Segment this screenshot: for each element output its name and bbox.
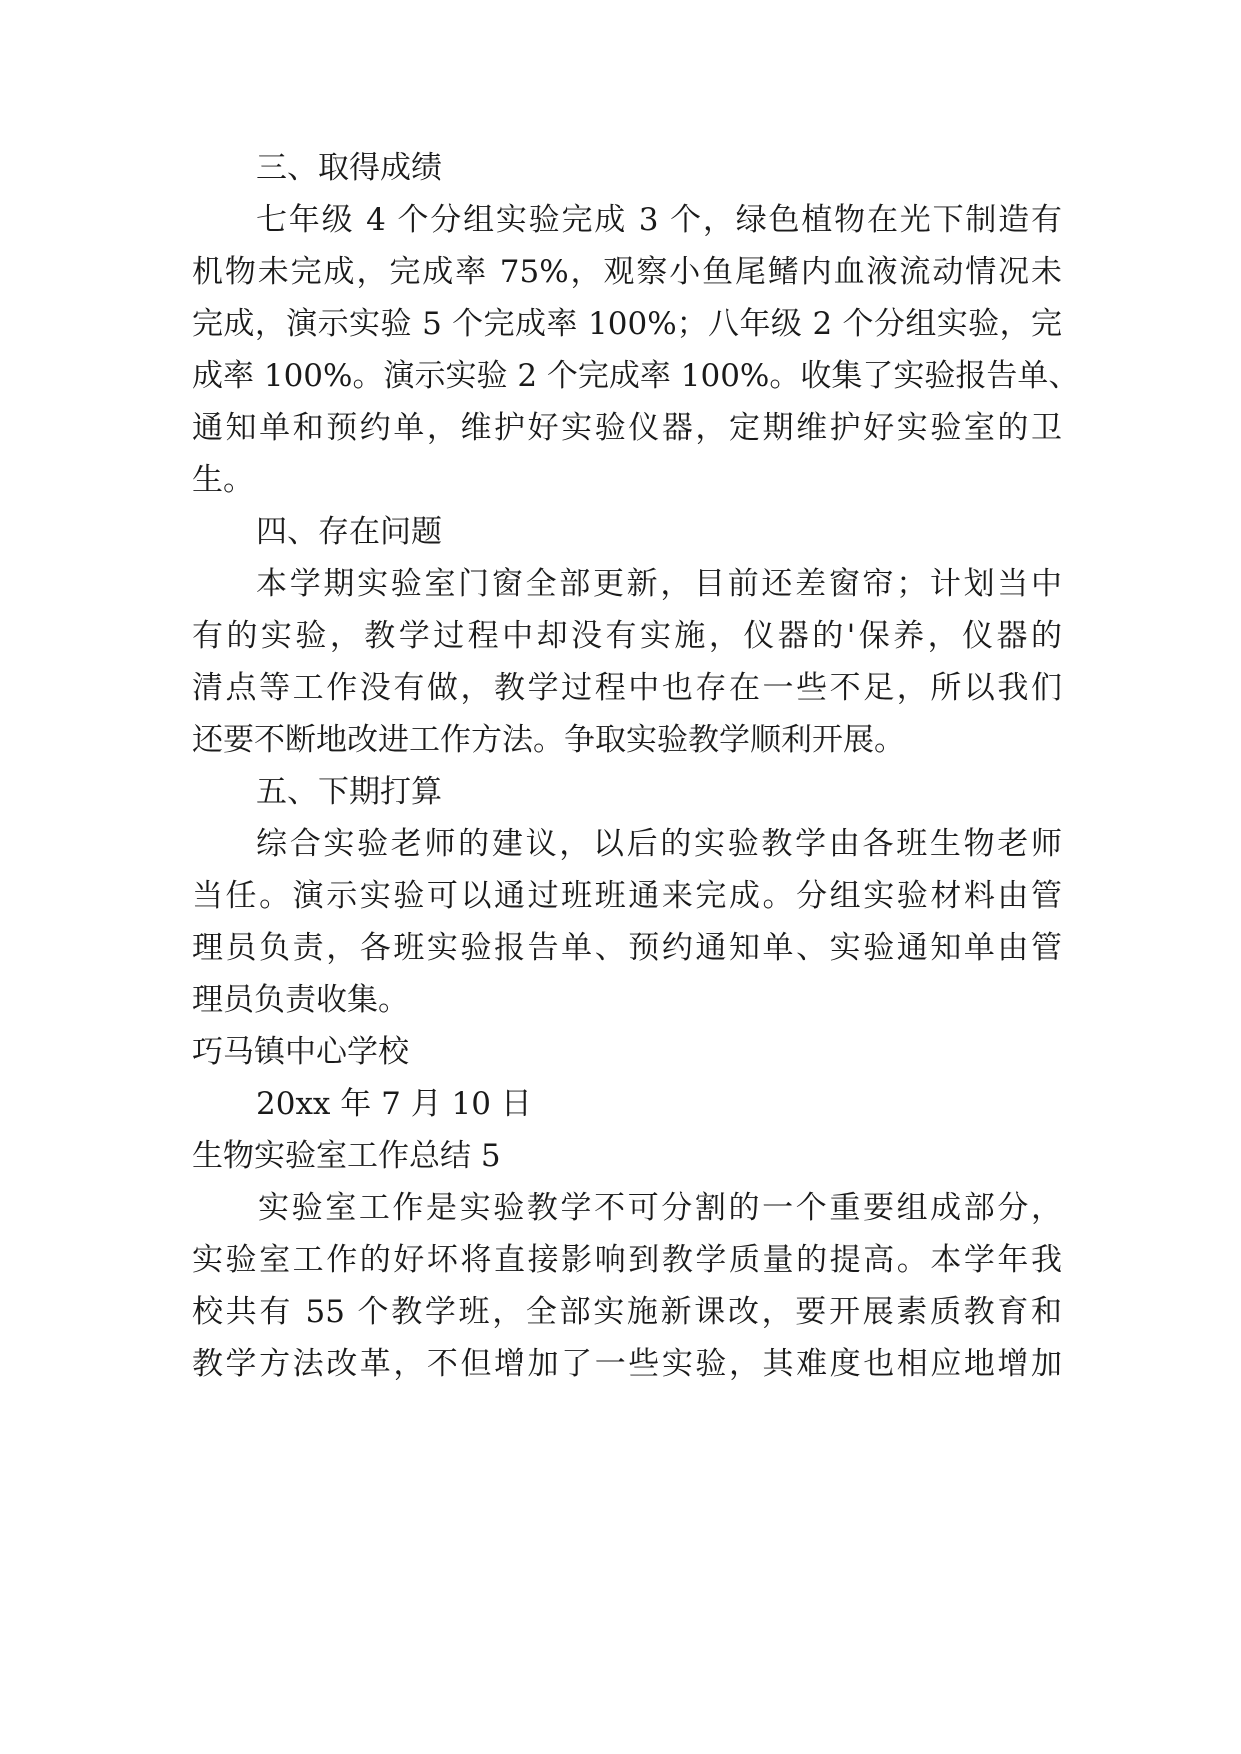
paragraph-line: 还要不断地改进工作方法。争取实验教学顺利开展。 <box>192 722 905 758</box>
section-heading-achievements: 三、取得成绩 <box>256 150 442 186</box>
paragraph-line: 七年级 4 个分组实验完成 3 个，绿色植物在光下制造有 <box>256 202 1062 238</box>
paragraph-line: 有的实验，教学过程中却没有实施，仪器的'保养，仪器的 <box>192 618 1062 654</box>
paragraph-line: 生。 <box>192 462 254 498</box>
paragraph-line: 本学期实验室门窗全部更新，目前还差窗帘；计划当中 <box>256 566 1062 602</box>
paragraph-line: 理员负责，各班实验报告单、预约通知单、实验通知单由管 <box>192 930 1062 966</box>
paragraph-line: 实验室工作的好坏将直接影响到教学质量的提高。本学年我 <box>192 1242 1062 1278</box>
section-heading-plans: 五、下期打算 <box>256 774 442 810</box>
paragraph-line: 机物未完成，完成率 75%，观察小鱼尾鳍内血液流动情况未 <box>192 254 1062 290</box>
paragraph-line: 教学方法改革，不但增加了一些实验，其难度也相应地增加 <box>192 1346 1062 1382</box>
section-heading-problems: 四、存在问题 <box>256 514 442 550</box>
signature-school: 巧马镇中心学校 <box>192 1034 409 1070</box>
paragraph-line: 成率 100%。演示实验 2 个完成率 100%。收集了实验报告单、 <box>192 358 1080 394</box>
signature-date: 20xx 年 7 月 10 日 <box>256 1086 532 1122</box>
paragraph-line: 综合实验老师的建议，以后的实验教学由各班生物老师 <box>256 826 1062 862</box>
paragraph-line: 实验室工作是实验教学不可分割的一个重要组成部分， <box>258 1190 1062 1226</box>
paragraph-line: 理员负责收集。 <box>192 982 409 1018</box>
paragraph-line: 通知单和预约单，维护好实验仪器，定期维护好实验室的卫 <box>192 410 1062 446</box>
paragraph-line: 当任。演示实验可以通过班班通来完成。分组实验材料由管 <box>192 878 1062 914</box>
paragraph-line: 清点等工作没有做，教学过程中也存在一些不足，所以我们 <box>192 670 1062 706</box>
article-title: 生物实验室工作总结 5 <box>192 1138 501 1174</box>
paragraph-line: 完成，演示实验 5 个完成率 100%；八年级 2 个分组实验，完 <box>192 306 1062 342</box>
paragraph-line: 校共有 55 个教学班，全部实施新课改，要开展素质教育和 <box>192 1294 1062 1330</box>
